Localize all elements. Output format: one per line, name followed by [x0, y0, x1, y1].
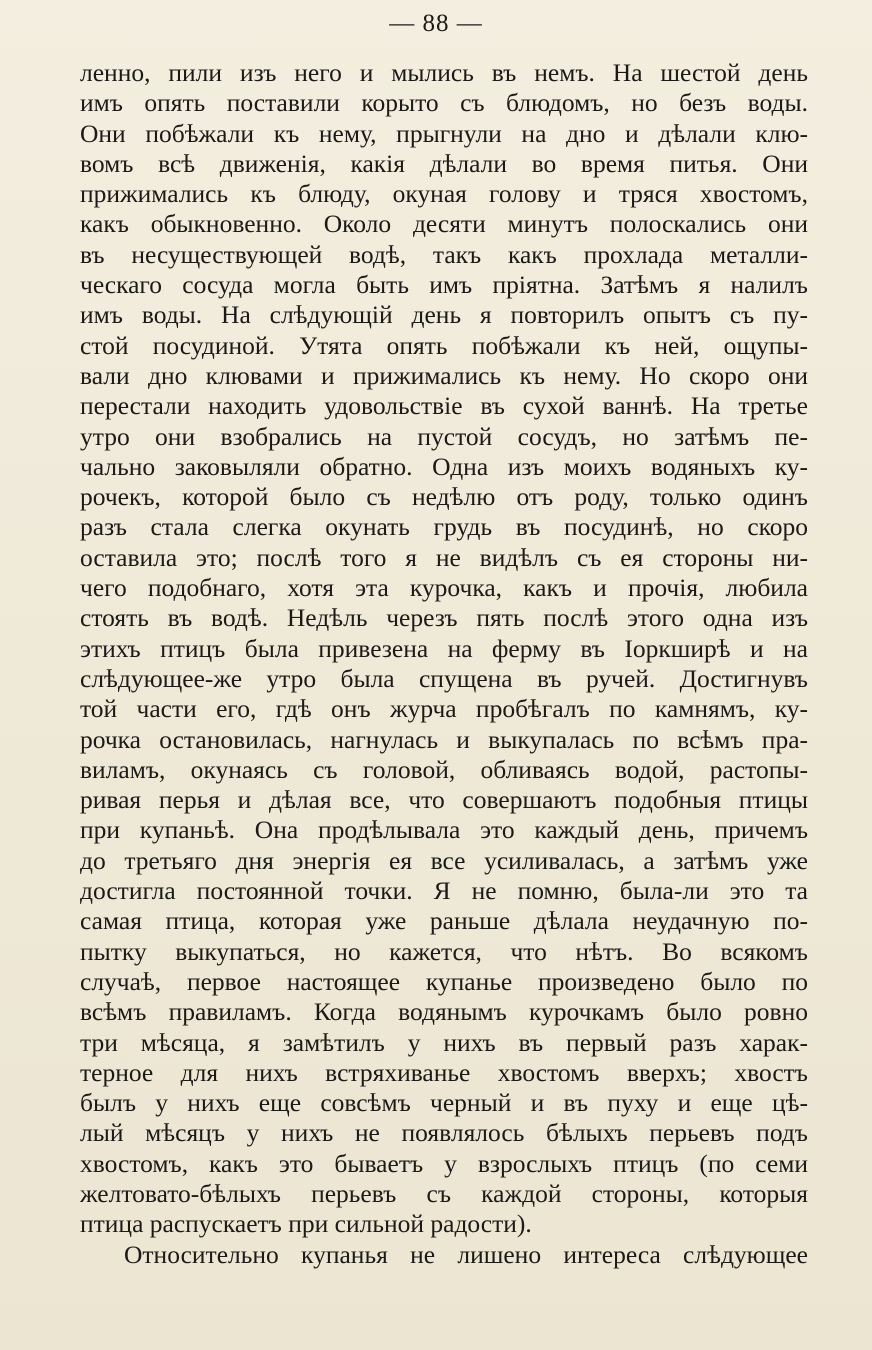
- text-line: вали дно клювами и прижимались къ нему. Но скоро они: [80, 360, 808, 390]
- text-line: случаѣ, первое настоящее купанье произведено было по: [80, 966, 808, 996]
- text-line: лый мѣсяцъ у нихъ не появлялось бѣлыхъ перьевъ подъ: [80, 1118, 808, 1148]
- text-line: чально заковыляли обратно. Одна изъ моихъ водяныхъ ку-: [80, 451, 808, 481]
- text-line: рочекъ, которой было съ недѣлю отъ роду, только одинъ: [80, 482, 808, 512]
- text-line: имъ опять поставили корыто съ блюдомъ, но безъ воды.: [80, 88, 808, 118]
- text-line: имъ воды. На слѣдующій день я повторилъ опытъ съ пу-: [80, 300, 808, 330]
- text-line: до третьяго дня энергія ея все усиливалась, а затѣмъ уже: [80, 845, 808, 875]
- text-line: былъ у нихъ еще совсѣмъ черный и въ пуху и еще цѣ-: [80, 1088, 808, 1118]
- text-line: хвостомъ, какъ это бываетъ у взрослыхъ птицъ (по семи: [80, 1148, 808, 1178]
- text-line: желтовато-бѣлыхъ перьевъ съ каждой стороны, которыя: [80, 1178, 808, 1208]
- text-line: пытку выкупаться, но кажется, что нѣтъ. Во всякомъ: [80, 936, 808, 966]
- text-line: стой посудиной. Утята опять побѣжали къ ней, ощупы-: [80, 330, 808, 360]
- text-line: слѣдующее-же утро была спущена въ ручей. Достигнувъ: [80, 663, 808, 693]
- text-line: чего подобнаго, хотя эта курочка, какъ и прочія, любила: [80, 573, 808, 603]
- text-line: прижимались къ блюду, окуная голову и тряся хвостомъ,: [80, 179, 808, 209]
- text-line: рочка остановилась, нагнулась и выкупалась по всѣмъ пра-: [80, 724, 808, 754]
- text-line: самая птица, которая уже раньше дѣлала неудачную по-: [80, 906, 808, 936]
- text-line: этихъ птицъ была привезена на ферму въ Іоркширѣ и на: [80, 633, 808, 663]
- text-line: при купаньѣ. Она продѣлывала это каждый день, причемъ: [80, 815, 808, 845]
- page-number: — 88 —: [389, 10, 483, 37]
- text-line: виламъ, окунаясь съ головой, обливаясь водой, растопы-: [80, 754, 808, 784]
- text-line: ческаго сосуда могла быть имъ пріятна. Затѣмъ я налилъ: [80, 270, 808, 300]
- text-line: разъ стала слегка окунать грудь въ посудинѣ, но скоро: [80, 512, 808, 542]
- text-line: какъ обыкновенно. Около десяти минутъ полоскались они: [80, 209, 808, 239]
- text-line: утро они взобрались на пустой сосудъ, но затѣмъ пе-: [80, 421, 808, 451]
- text-line: ривая перья и дѣлая все, что совершаютъ подобныя птицы: [80, 785, 808, 815]
- text-line: всѣмъ правиламъ. Когда водянымъ курочкамъ было ровно: [80, 997, 808, 1027]
- text-line: оставила это; послѣ того я не видѣлъ съ ея стороны ни-: [80, 542, 808, 572]
- paragraph-end-line: птица распускаетъ при сильной радости).: [80, 1209, 532, 1239]
- text-line: три мѣсяца, я замѣтилъ у нихъ въ первый разъ харак-: [80, 1027, 808, 1057]
- text-line: терное для нихъ встряхиванье хвостомъ вверхъ; хвостъ: [80, 1057, 808, 1087]
- text-line: вомъ всѣ движенія, какія дѣлали во время питья. Они: [80, 148, 808, 178]
- text-line: перестали находить удовольствіе въ сухой ваннѣ. На третье: [80, 391, 808, 421]
- text-line: ленно, пили изъ него и мылись въ немъ. На шестой день: [80, 58, 808, 87]
- text-line: въ несуществующей водѣ, такъ какъ прохлада металли-: [80, 239, 808, 269]
- body-text: [80, 58, 808, 1270]
- text-line: достигла постоянной точки. Я не помню, была-ли это та: [80, 876, 808, 906]
- text-line: Они побѣжали къ нему, прыгнули на дно и дѣлали клю-: [80, 118, 808, 148]
- text-line: стоять въ водѣ. Недѣль черезъ пять послѣ этого одна изъ: [80, 603, 808, 633]
- paragraph-start-line: Относительно купанья не лишено интереса слѣдующее: [124, 1239, 808, 1269]
- text-line: той части его, гдѣ онъ журча пробѣгалъ по камнямъ, ку-: [80, 694, 808, 724]
